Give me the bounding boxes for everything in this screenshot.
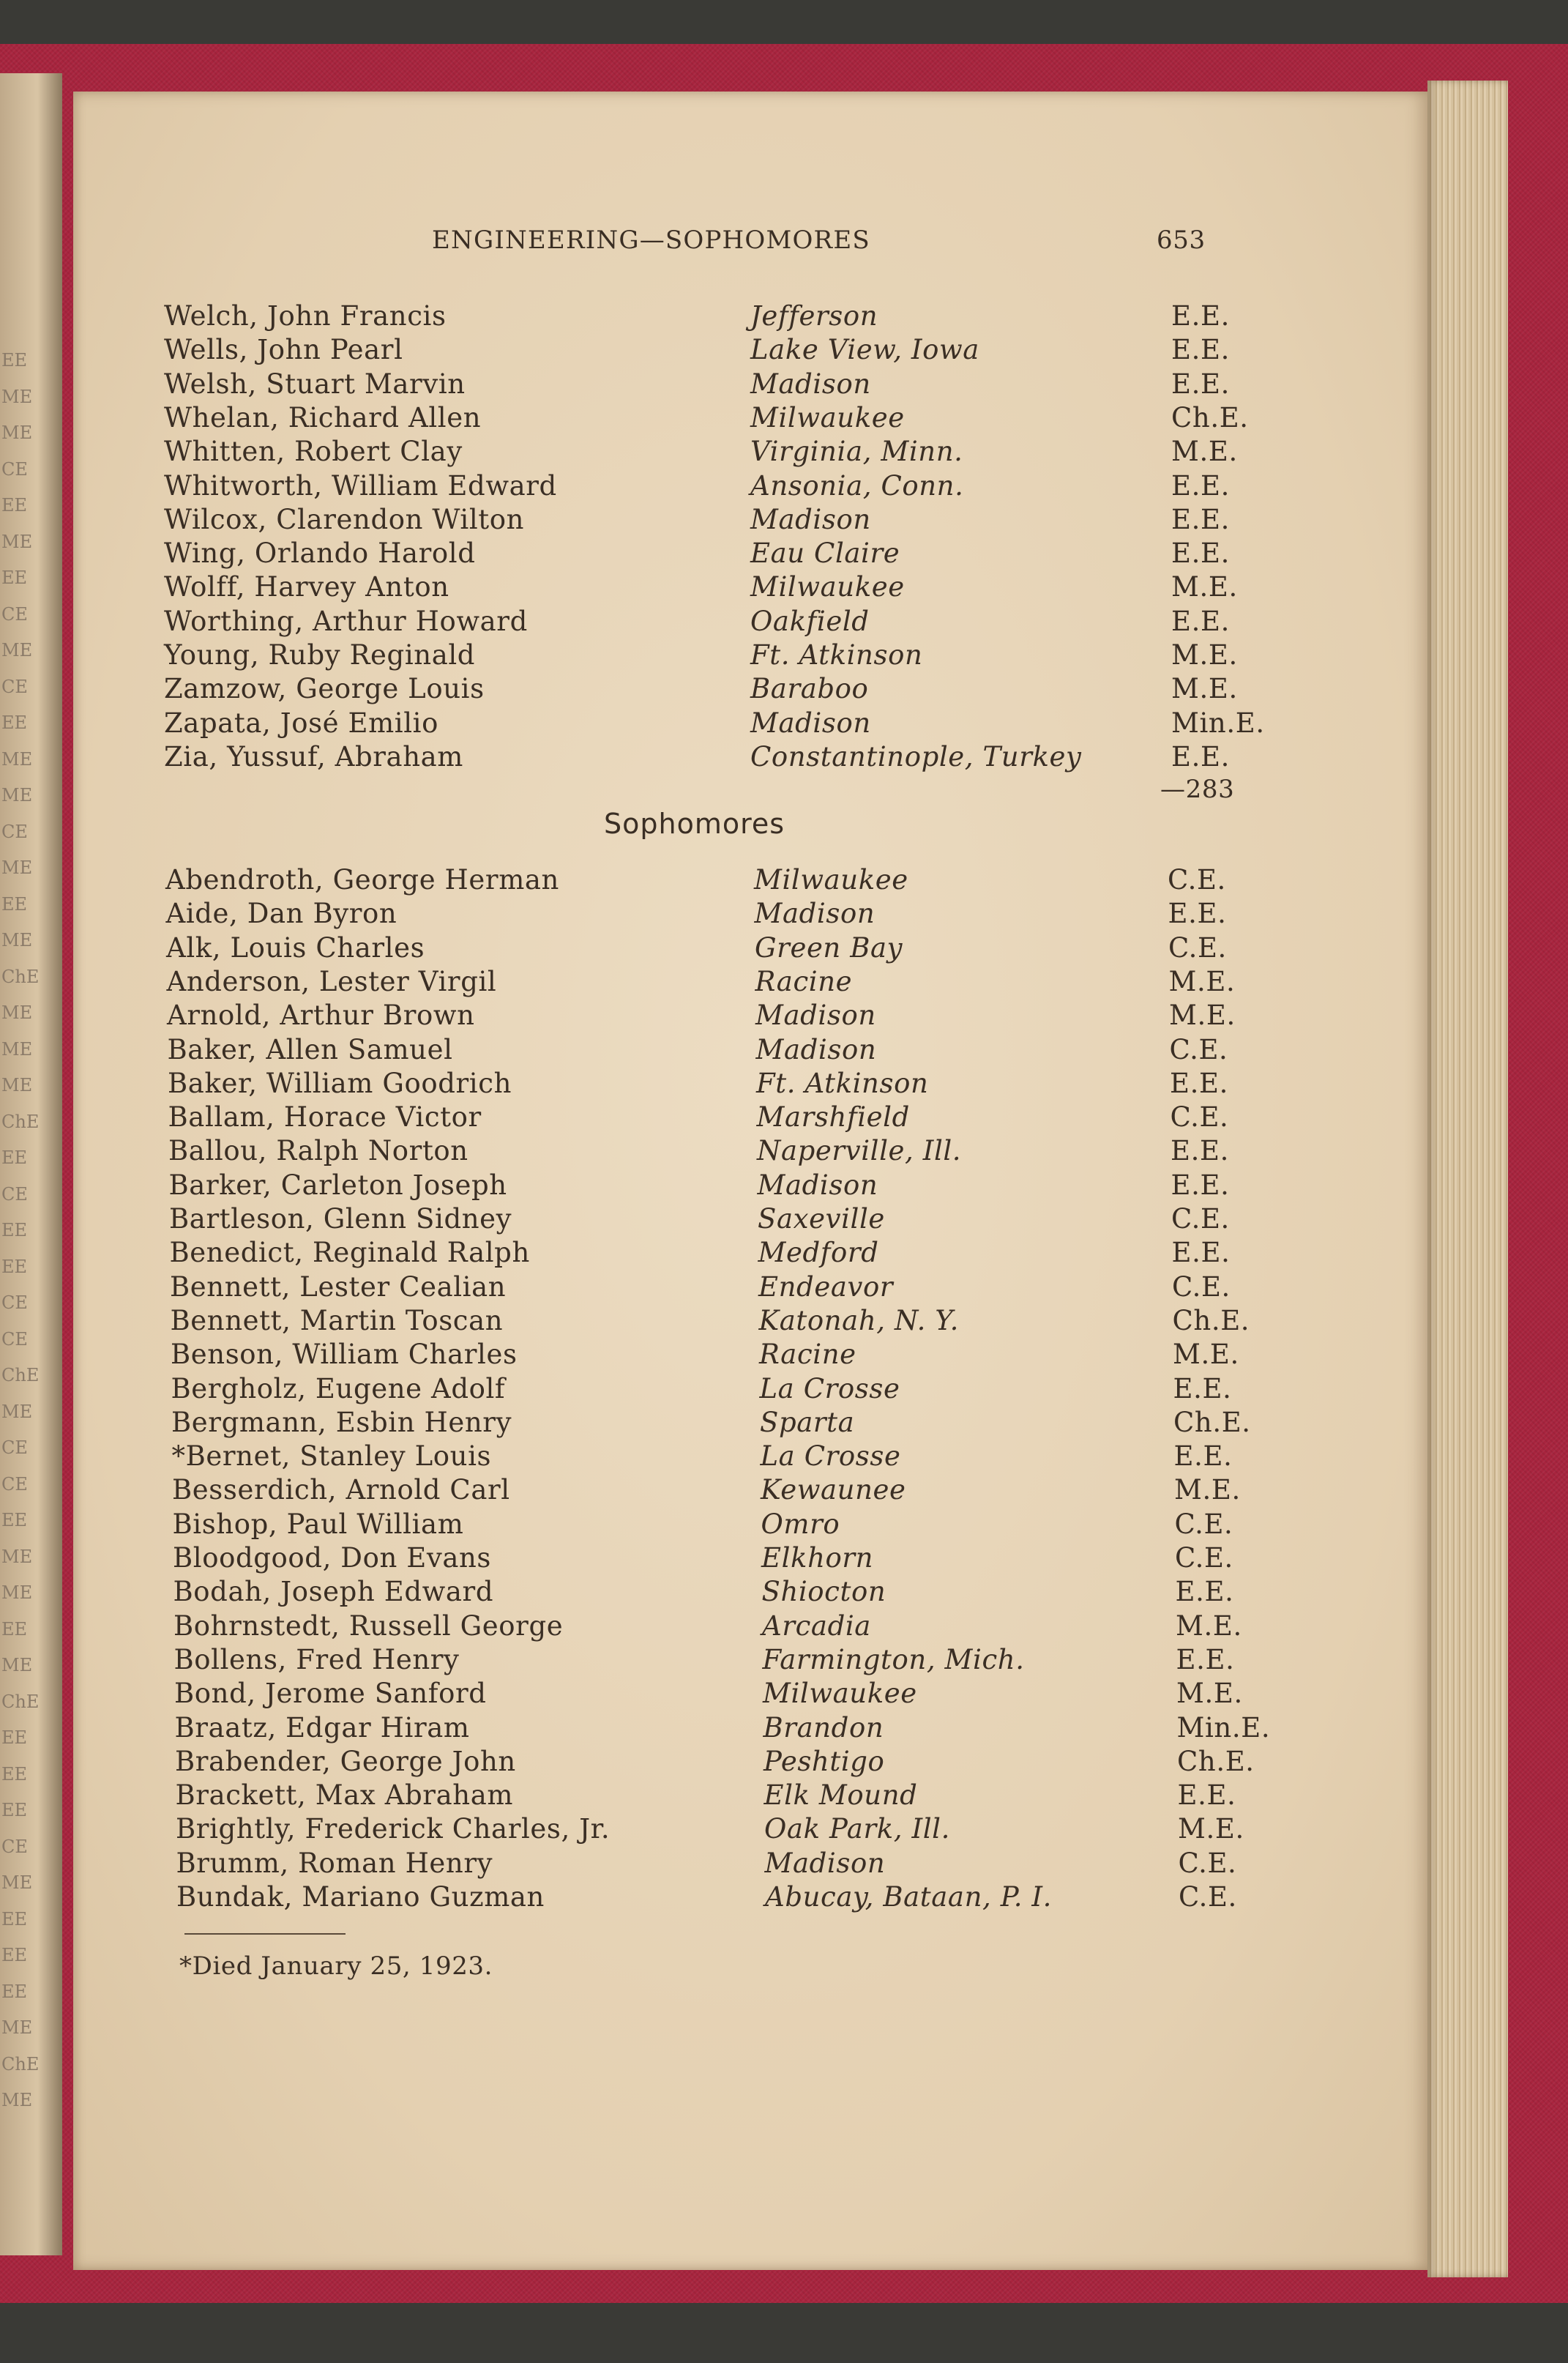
hometown: Shiocton: [761, 1576, 886, 1608]
student-name: Bohrnstedt, Russell George: [173, 1610, 564, 1642]
page-number: 653: [1157, 226, 1206, 255]
degree-course: C.E.: [1169, 1033, 1228, 1065]
hometown: Ansonia, Conn.: [750, 469, 964, 502]
degree-course: E.E.: [1175, 1576, 1234, 1608]
list-item: [165, 864, 1410, 898]
list-item: [167, 966, 1411, 1000]
list-item: [164, 673, 1408, 707]
spine-label: CE: [1, 1437, 28, 1458]
footnote-rule: [184, 1933, 346, 1935]
spine-label: CE: [1, 1836, 28, 1857]
hometown: Katonah, N. Y.: [758, 1304, 959, 1336]
hometown: Lake View, Iowa: [750, 334, 979, 366]
degree-course: E.E.: [1171, 537, 1230, 570]
list-item: [166, 898, 1411, 931]
student-name: Barker, Carleton Joseph: [168, 1169, 507, 1201]
student-name: Bartleson, Glenn Sidney: [169, 1203, 512, 1235]
degree-course: E.E.: [1171, 1135, 1229, 1167]
student-name: Bergmann, Esbin Henry: [171, 1406, 512, 1438]
student-name: *Bernet, Stanley Louis: [171, 1440, 492, 1473]
student-name: Bodah, Joseph Edward: [173, 1576, 494, 1608]
student-name: Baker, William Goodrich: [168, 1067, 512, 1099]
spine-label: ME: [1, 1038, 33, 1060]
spine-label: ChE: [1, 2053, 40, 2074]
list-item: [173, 1610, 1418, 1644]
spine-label: ME: [1, 930, 33, 950]
spine-label: ME: [1, 1655, 33, 1675]
degree-course: Ch.E.: [1171, 401, 1249, 433]
degree-course: C.E.: [1179, 1881, 1237, 1913]
spine-label: CE: [1, 821, 28, 842]
list-item: [164, 741, 1408, 775]
spine-label: CE: [1, 676, 28, 697]
spine-label: CE: [1, 603, 28, 625]
list-item: [164, 334, 1408, 368]
degree-course: C.E.: [1178, 1847, 1237, 1879]
spine-label: EE: [1, 1981, 28, 2002]
spine-label: EE: [1, 1147, 28, 1168]
list-item: [164, 470, 1408, 504]
spine-label: ME: [1, 1872, 33, 1893]
list-item: [171, 1339, 1415, 1372]
hometown: Elkhorn: [761, 1542, 874, 1574]
list-item: [164, 707, 1408, 741]
list-item: [167, 1000, 1411, 1033]
list-item: [176, 1813, 1420, 1847]
hometown: Madison: [757, 1169, 878, 1201]
student-name: Wing, Orlando Harold: [164, 537, 476, 570]
degree-course: Ch.E.: [1173, 1406, 1251, 1438]
student-name: Alk, Louis Charles: [166, 931, 425, 964]
list-item: [166, 932, 1411, 966]
list-item: [176, 1847, 1421, 1881]
student-name: Whitworth, William Edward: [164, 469, 557, 502]
degree-course: C.E.: [1174, 1508, 1233, 1540]
hometown: Madison: [755, 1033, 877, 1065]
student-name: Zapata, José Emilio: [164, 707, 438, 739]
hometown: La Crosse: [759, 1372, 900, 1404]
spine-label: EE: [1, 568, 28, 588]
degree-course: M.E.: [1178, 1813, 1244, 1845]
spine-label: EE: [1, 1256, 28, 1277]
list-item: [164, 537, 1408, 571]
list-item: [169, 1169, 1414, 1203]
spine-label: EE: [1, 712, 28, 733]
hometown: Milwaukee: [750, 571, 905, 603]
degree-course: Ch.E.: [1172, 1304, 1250, 1336]
degree-course: C.E.: [1172, 1270, 1231, 1303]
degree-course: M.E.: [1176, 1610, 1242, 1642]
hometown: Eau Claire: [750, 537, 900, 570]
list-item: [164, 571, 1408, 605]
class-total: —283: [1160, 775, 1235, 804]
list-item: [174, 1644, 1419, 1678]
degree-course: M.E.: [1171, 673, 1238, 705]
spine-label: ME: [1, 857, 33, 878]
degree-course: E.E.: [1173, 1372, 1232, 1404]
degree-course: E.E.: [1171, 300, 1230, 332]
spine-label: ME: [1, 2017, 33, 2038]
student-name: Brumm, Roman Henry: [176, 1847, 493, 1879]
list-item: [168, 1034, 1412, 1068]
student-name: Worthing, Arthur Howard: [164, 605, 528, 637]
hometown: Green Bay: [755, 931, 903, 964]
spine-label: EE: [1, 1618, 28, 1640]
degree-course: M.E.: [1171, 639, 1238, 671]
student-name: Braatz, Edgar Hiram: [174, 1711, 470, 1744]
hometown: Farmington, Mich.: [762, 1643, 1025, 1675]
spine-label: CE: [1, 1183, 28, 1205]
list-item: [173, 1576, 1418, 1610]
list-item: [164, 402, 1408, 436]
degree-course: E.E.: [1177, 1779, 1236, 1812]
spine-label: EE: [1, 1800, 28, 1820]
student-name: Brightly, Frederick Charles, Jr.: [176, 1813, 611, 1845]
degree-course: C.E.: [1171, 1203, 1230, 1235]
hometown: Elk Mound: [764, 1779, 918, 1812]
list-item: [168, 1101, 1413, 1135]
student-name: Anderson, Lester Virgil: [166, 965, 497, 997]
list-item: [172, 1474, 1416, 1508]
student-name: Wolff, Harvey Anton: [164, 571, 449, 603]
hometown: Brandon: [763, 1711, 884, 1744]
list-item: [171, 1305, 1415, 1339]
hometown: Endeavor: [758, 1270, 894, 1303]
degree-course: C.E.: [1168, 931, 1227, 964]
student-name: Benson, William Charles: [171, 1339, 518, 1371]
spine-label: EE: [1, 1727, 28, 1748]
spine-label: CE: [1, 1328, 28, 1350]
degree-course: E.E.: [1171, 740, 1230, 773]
student-name: Ballam, Horace Victor: [168, 1101, 482, 1134]
list-item: [164, 368, 1408, 402]
spine-label: EE: [1, 1763, 28, 1785]
spine-label: CE: [1, 458, 28, 480]
student-name: Bundak, Mariano Guzman: [176, 1881, 545, 1913]
list-item: [168, 1068, 1412, 1101]
student-name: Besserdich, Arnold Carl: [172, 1474, 510, 1506]
facing-page-degree-column: [1, 351, 45, 2109]
hometown: La Crosse: [760, 1440, 901, 1473]
list-item: [169, 1203, 1414, 1237]
spine-label: ChE: [1, 1365, 40, 1385]
spine-label: EE: [1, 495, 28, 516]
spine-label: ME: [1, 2090, 33, 2110]
list-item: [164, 639, 1408, 673]
degree-course: C.E.: [1175, 1542, 1233, 1574]
spine-label: ChE: [1, 1691, 40, 1712]
hometown: Milwaukee: [763, 1678, 917, 1710]
spine-label: EE: [1, 350, 28, 371]
section-title: Sophomores: [604, 808, 785, 840]
list-item: [164, 606, 1408, 639]
page-stack-edge: [1427, 81, 1508, 2277]
student-name: Brackett, Max Abraham: [175, 1779, 514, 1812]
hometown: Madison: [750, 707, 871, 739]
facing-page-edge: [0, 73, 62, 2255]
spine-label: ME: [1, 1002, 33, 1023]
list-item: [170, 1271, 1414, 1305]
list-item: [164, 436, 1408, 469]
hometown: Saxeville: [758, 1203, 885, 1235]
student-name: Bennett, Martin Toscan: [170, 1304, 504, 1336]
degree-course: E.E.: [1171, 1169, 1230, 1201]
degree-course: M.E.: [1174, 1474, 1241, 1506]
hometown: Madison: [750, 368, 871, 400]
degree-course: E.E.: [1171, 469, 1230, 502]
hometown: Madison: [750, 503, 871, 535]
hometown: Virginia, Minn.: [750, 436, 963, 468]
spine-label: CE: [1, 1292, 28, 1313]
student-name: Bond, Jerome Sanford: [174, 1678, 487, 1710]
degree-course: E.E.: [1171, 503, 1230, 535]
list-item: [174, 1678, 1419, 1711]
student-name: Abendroth, George Herman: [165, 864, 559, 896]
student-name: Young, Ruby Reginald: [164, 639, 476, 671]
degree-course: C.E.: [1170, 1101, 1229, 1134]
list-item: [164, 504, 1408, 537]
spine-label: ME: [1, 640, 33, 660]
list-item: [175, 1712, 1419, 1746]
student-name: Ballou, Ralph Norton: [168, 1135, 468, 1167]
student-name: Baker, Allen Samuel: [167, 1033, 453, 1065]
degree-course: E.E.: [1176, 1643, 1235, 1675]
spine-label: ME: [1, 1582, 33, 1603]
student-name: Welsh, Stuart Marvin: [164, 368, 466, 400]
list-item: [171, 1407, 1416, 1440]
student-name: Bennett, Lester Cealian: [170, 1270, 507, 1303]
hometown: Jefferson: [750, 300, 878, 332]
degree-course: M.E.: [1169, 1000, 1236, 1032]
hometown: Milwaukee: [750, 401, 905, 433]
student-name: Zia, Yussuf, Abraham: [164, 740, 463, 773]
spine-label: ME: [1, 1075, 33, 1095]
degree-course: Min.E.: [1176, 1711, 1271, 1744]
student-name: Brabender, George John: [175, 1745, 516, 1777]
spine-label: EE: [1, 1908, 28, 1930]
running-header: ENGINEERING—SOPHOMORES: [432, 226, 870, 255]
hometown: Baraboo: [750, 673, 869, 705]
hometown: Madison: [755, 1000, 876, 1032]
spine-label: ME: [1, 1401, 33, 1422]
student-name: Whitten, Robert Clay: [164, 436, 463, 468]
spine-label: ME: [1, 785, 33, 805]
spine-label: ME: [1, 423, 33, 443]
degree-course: M.E.: [1176, 1678, 1243, 1710]
degree-course: Ch.E.: [1177, 1745, 1255, 1777]
spine-label: ME: [1, 531, 33, 552]
degree-course: E.E.: [1171, 605, 1230, 637]
student-name: Bloodgood, Don Evans: [173, 1542, 492, 1574]
hometown: Naperville, Ill.: [757, 1135, 962, 1167]
list-item: [164, 300, 1408, 334]
student-name: Whelan, Richard Allen: [164, 401, 482, 433]
hometown: Racine: [759, 1339, 856, 1371]
hometown: Ft. Atkinson: [750, 639, 923, 671]
list-item: [176, 1881, 1421, 1915]
degree-course: E.E.: [1171, 1237, 1231, 1269]
hometown: Medford: [758, 1237, 879, 1269]
degree-course: C.E.: [1168, 864, 1226, 896]
spine-label: EE: [1, 893, 28, 915]
footnote: *Died January 25, 1923.: [179, 1951, 493, 1981]
degree-course: Min.E.: [1171, 707, 1265, 739]
degree-course: M.E.: [1171, 436, 1238, 468]
student-name: Zamzow, George Louis: [164, 673, 485, 705]
hometown: Omro: [761, 1508, 840, 1540]
spine-label: EE: [1, 1510, 28, 1530]
student-name: Wells, John Pearl: [164, 334, 403, 366]
hometown: Kewaunee: [761, 1474, 906, 1506]
hometown: Madison: [764, 1847, 886, 1879]
hometown: Madison: [754, 898, 876, 930]
hometown: Oak Park, Ill.: [764, 1813, 950, 1845]
list-item: [170, 1237, 1414, 1270]
student-name: Bollens, Fred Henry: [173, 1643, 460, 1675]
hometown: Sparta: [760, 1406, 855, 1438]
hometown: Peshtigo: [764, 1745, 885, 1777]
student-name: Aide, Dan Byron: [165, 898, 397, 930]
spine-label: ME: [1, 1546, 33, 1567]
list-item: [175, 1746, 1419, 1779]
list-item: [171, 1373, 1416, 1407]
degree-course: M.E.: [1168, 965, 1236, 997]
student-name: Bergholz, Eugene Adolf: [171, 1372, 506, 1404]
hometown: Abucay, Bataan, P. I.: [765, 1881, 1053, 1913]
spine-label: ChE: [1, 1111, 40, 1132]
hometown: Oakfield: [750, 605, 870, 637]
spine-label: ChE: [1, 966, 40, 987]
hometown: Arcadia: [762, 1610, 871, 1642]
list-item: [173, 1508, 1417, 1542]
student-name: Benedict, Reginald Ralph: [169, 1237, 530, 1269]
spine-label: ME: [1, 386, 33, 407]
degree-course: E.E.: [1170, 1067, 1228, 1099]
student-name: Arnold, Arthur Brown: [167, 1000, 475, 1032]
spine-label: CE: [1, 1473, 28, 1495]
hometown: Ft. Atkinson: [756, 1067, 929, 1099]
list-item: [176, 1779, 1420, 1813]
spine-label: EE: [1, 1945, 28, 1965]
degree-course: M.E.: [1171, 571, 1238, 603]
hometown: Constantinople, Turkey: [750, 740, 1082, 773]
list-item: [172, 1440, 1416, 1474]
hometown: Racine: [755, 965, 853, 997]
degree-course: M.E.: [1173, 1339, 1239, 1371]
hometown: Marshfield: [756, 1101, 910, 1134]
degree-course: E.E.: [1173, 1440, 1233, 1473]
degree-course: E.E.: [1171, 368, 1230, 400]
degree-course: E.E.: [1168, 898, 1227, 930]
list-item: [173, 1542, 1417, 1576]
hometown: Milwaukee: [754, 864, 908, 896]
spine-label: ME: [1, 748, 33, 770]
spine-label: EE: [1, 1220, 28, 1240]
student-name: Wilcox, Clarendon Wilton: [164, 503, 525, 535]
degree-course: E.E.: [1171, 334, 1230, 366]
student-name: Welch, John Francis: [164, 300, 447, 332]
student-name: Bishop, Paul William: [172, 1508, 464, 1540]
list-item: [168, 1135, 1413, 1169]
